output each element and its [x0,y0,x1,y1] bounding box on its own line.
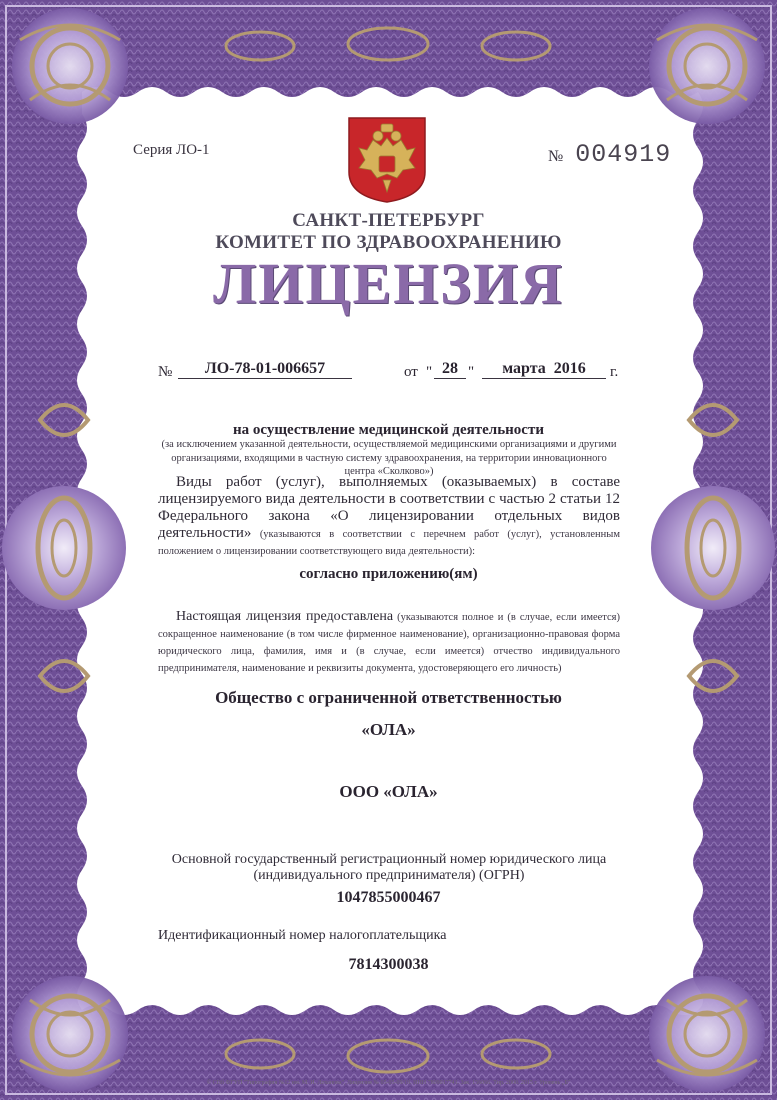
annex-reference: согласно приложению(ям) [299,566,478,582]
number-sign: № [548,148,564,165]
works-paragraph [158,474,620,559]
license-month: марта [502,360,546,377]
ogrn-label: Основной государственный регистрационный номер юридического лица (индивидуального предпринимателя) (ОГРН) [171,852,607,883]
license-number-line [158,360,628,384]
organization-short-name: ООО «ОЛА» [339,782,438,801]
print-info: © СПб ФГУП "Типография №12 им. М. И. Лоханова", Лицензия № 05-05-09/19. ИНН 7809017741. Зак. 156066. Тир. 2000. 2015 г. Уровень „Б" [206,1080,571,1086]
ogrn-value: 1047855000467 [336,889,441,906]
russian-coat-of-arms-icon [345,116,429,204]
series-label: Серия ЛО-1 [133,142,210,158]
year-suffix: г. [610,364,619,380]
works-note: (указываются в соответствии с перечнем работ (услуг), установленным положением о лицензировании соответствующего вида деятельности): [158,529,620,557]
quote-close: " [468,364,475,380]
license-month-year [482,360,606,379]
authority-committee: КОМИТЕТ ПО ЗДРАВООХРАНЕНИЮ [215,232,562,253]
organization-form: Общество с ограниченной ответственностью [215,688,562,707]
grantee-text: Настоящая лицензия предоставлена [176,609,394,624]
grantee-note: (указываются полное и (в случае, если имеется) сокращенное наименование (в том числе фирменное наименование), организационно-правовая форма юридического лица, фамилия, имя и (в случае, если имеется) отчество индивидуального предпринимателя, наименование и реквизиты документа, удостоверяющего его личность) [158,612,620,674]
organization-name: «ОЛА» [361,720,416,739]
serial-value: 004919 [575,140,672,169]
document-title: ЛИЦЕНЗИЯ [213,251,564,316]
inn-value: 7814300038 [348,956,429,973]
grantee-paragraph [158,608,620,676]
license-purpose: на осуществление медицинской деятельности [233,422,544,438]
authority-city: САНКТ-ПЕТЕРБУРГ [292,210,485,231]
license-from-label: от [404,364,418,380]
works-text: Виды работ (услуг), выполняемых (оказываемых) в составе лицензируемого вида деятельности в соответствии с частью 2 статьи 12 Федерального закона «О лицензировании отдельных видов деятельности» [158,474,620,541]
quote-open: " [426,364,433,380]
license-year: 2016 [553,360,586,377]
license-number: ЛО-78-01-006657 [178,360,352,379]
purpose-note: (за исключением указанной деятельности, осуществляемой медицинскими организациями и другими организациями, входящими в частную систему здравоохранения, на территории инновационного центра «Сколково») [161,439,617,477]
license-day: 28 [434,360,466,379]
license-number-sign: № [158,364,173,380]
serial-number [548,140,671,169]
inn-label: Идентификационный номер налогоплательщика [158,928,447,943]
